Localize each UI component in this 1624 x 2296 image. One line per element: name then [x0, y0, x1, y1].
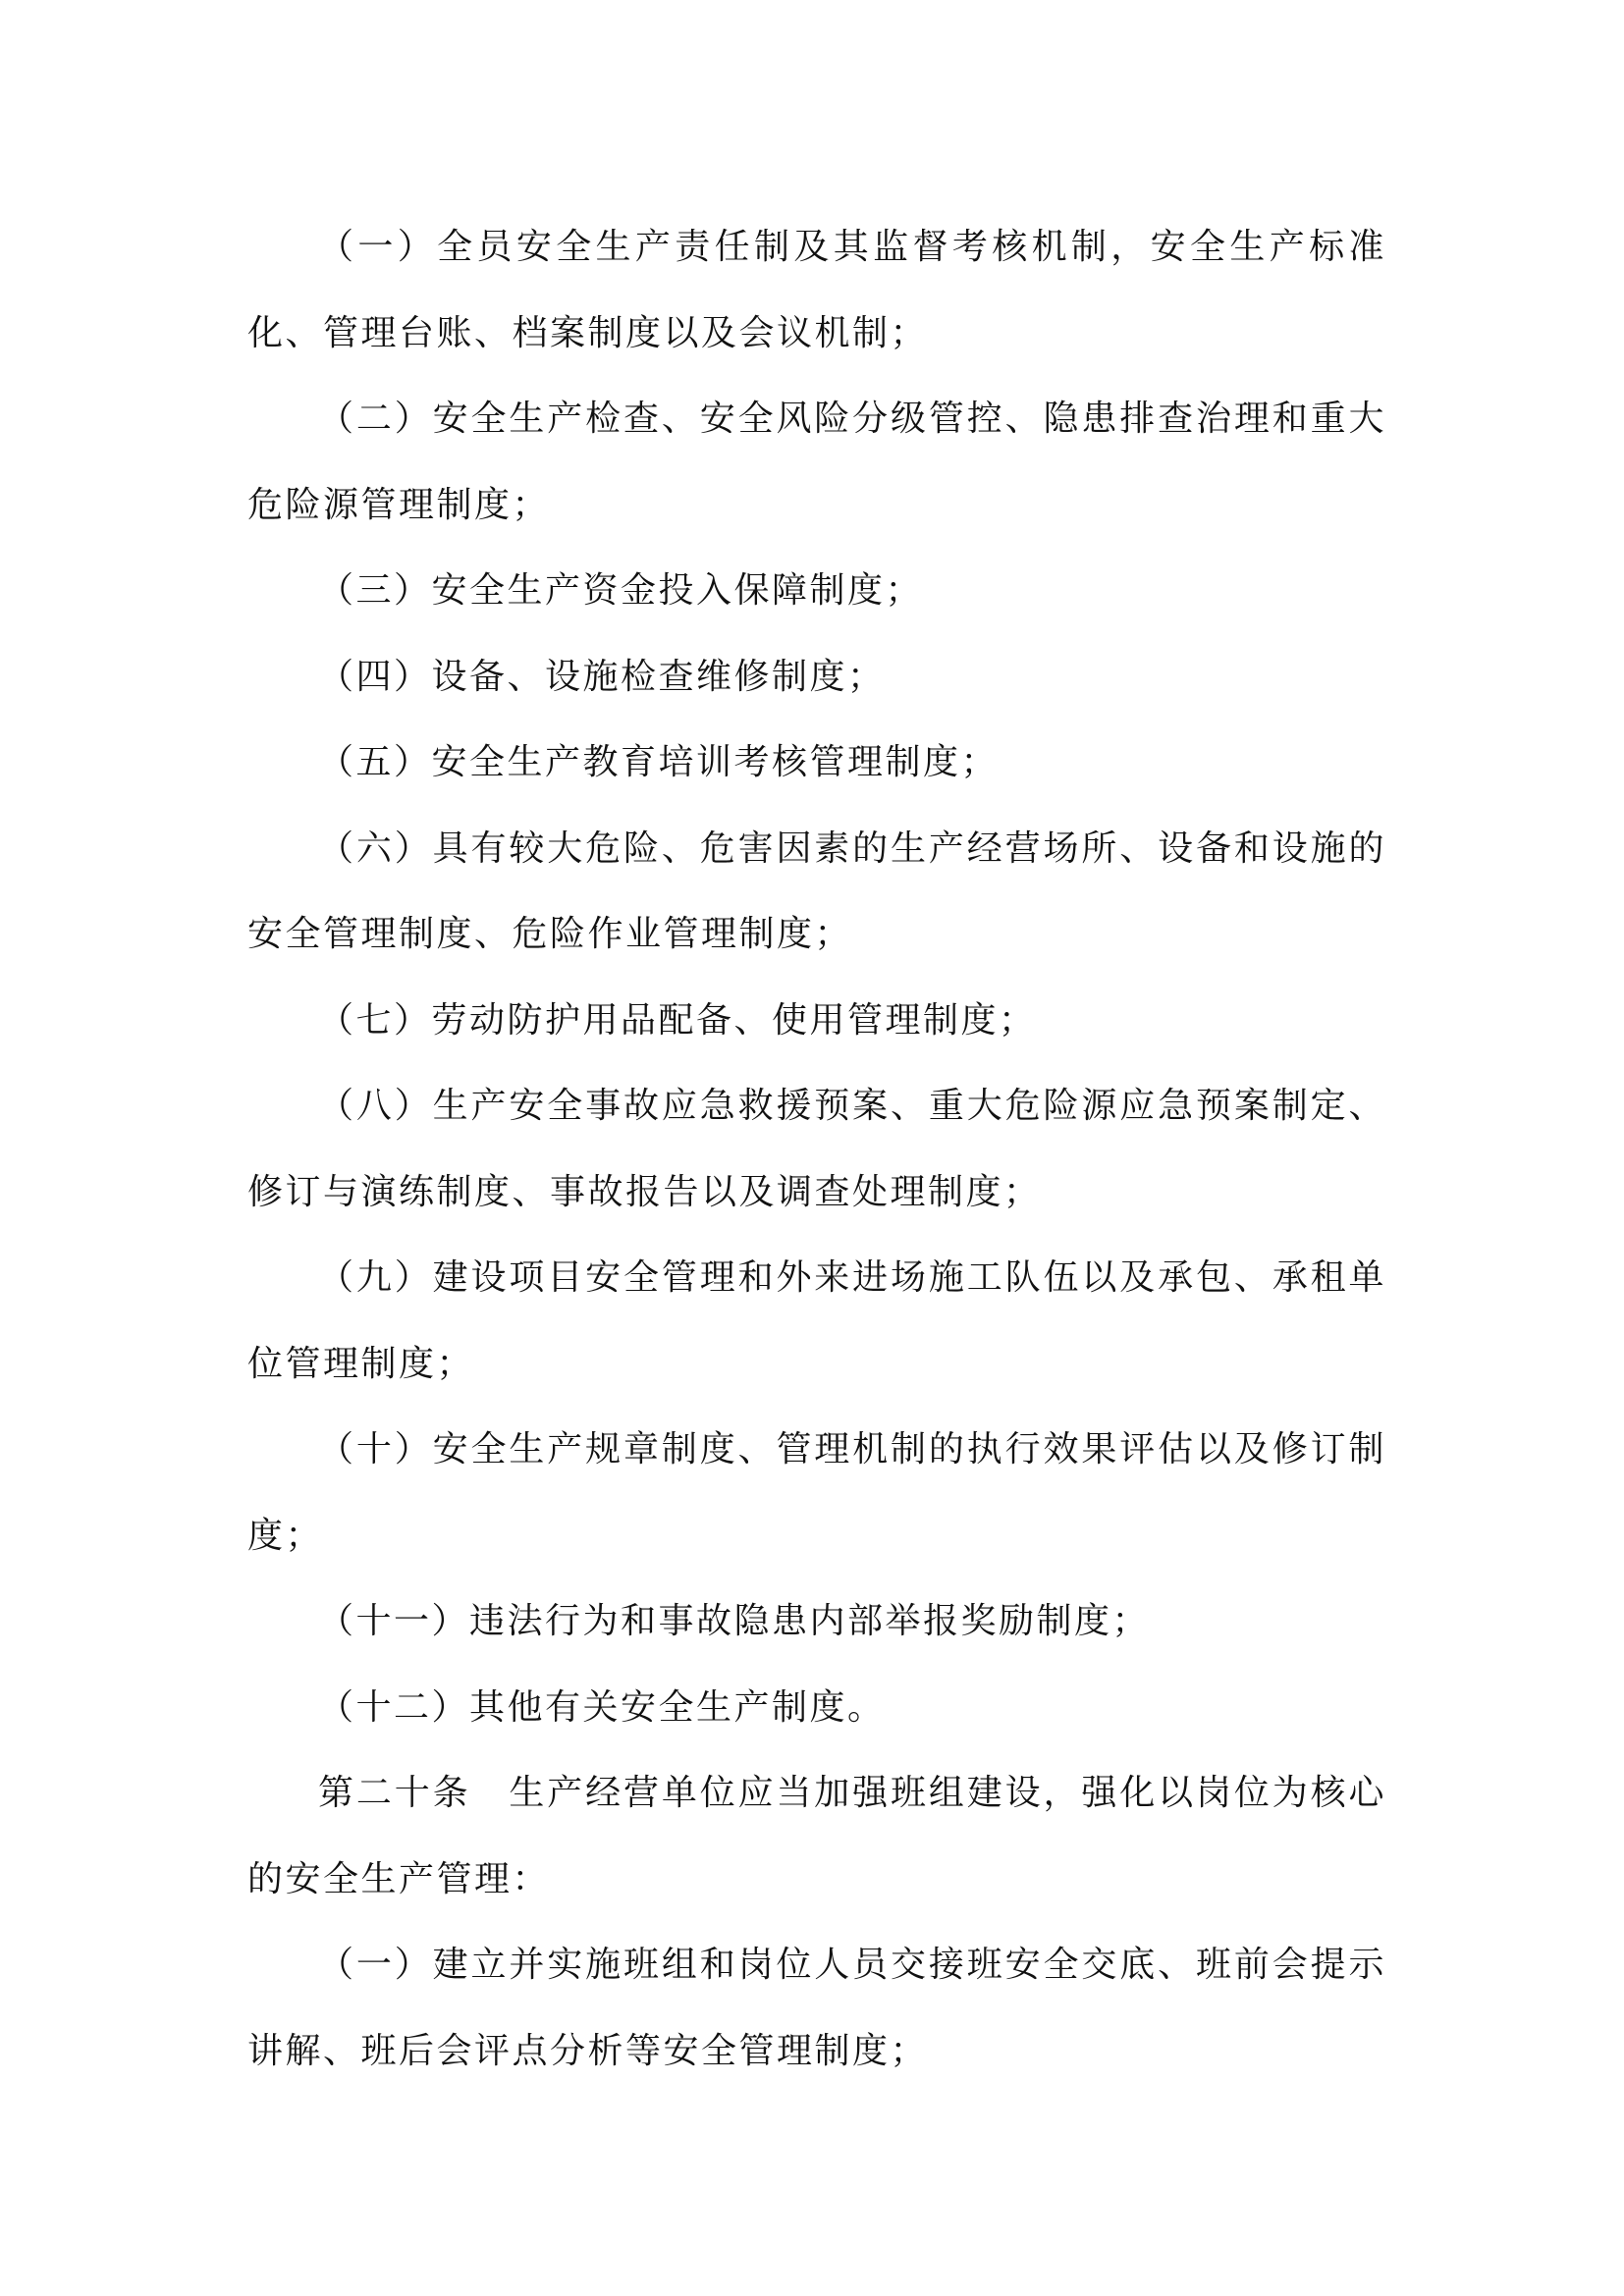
- paragraph-item-6: （六）具有较大危险、危害因素的生产经营场所、设备和设施的安全管理制度、危险作业管理制度；: [247, 828, 1386, 954]
- article-heading-paragraph: 第二十条 生产经营单位应当加强班组建设，强化以岗位为核心的安全生产管理：: [247, 1773, 1386, 1899]
- paragraph-item-8: （八）生产安全事故应急救援预案、重大危险源应急预案制定、修订与演练制度、事故报告以及调查处理制度；: [247, 1086, 1386, 1212]
- paragraph-item-1: （一）全员安全生产责任制及其监督考核机制，安全生产标准化、管理台账、档案制度以及会议机制；: [247, 227, 1386, 353]
- paragraph-item-4: （四）设备、设施检查维修制度；: [318, 656, 886, 697]
- document-body: [247, 204, 1386, 2094]
- paragraph-item-14: （一）建立并实施班组和岗位人员交接班安全交底、班前会提示讲解、班后会评点分析等安全管理制度；: [247, 1945, 1386, 2071]
- paragraph-item-2: （二）安全生产检查、安全风险分级管控、隐患排查治理和重大危险源管理制度；: [247, 399, 1386, 525]
- paragraph-item-5: （五）安全生产教育培训考核管理制度；: [318, 742, 1000, 782]
- paragraph-item-3: （三）安全生产资金投入保障制度；: [318, 570, 924, 611]
- paragraph-item-10: （十）安全生产规章制度、管理机制的执行效果评估以及修订制度；: [247, 1429, 1386, 1556]
- paragraph-item-12: （十二）其他有关安全生产制度。: [318, 1686, 886, 1728]
- paragraph-item-7: （七）劳动防护用品配备、使用管理制度；: [318, 999, 1037, 1041]
- paragraph-item-11: （十一）违法行为和事故隐患内部举报奖励制度；: [318, 1601, 1151, 1641]
- paragraph-item-9: （九）建设项目安全管理和外来进场施工队伍以及承包、承租单位管理制度；: [247, 1257, 1386, 1384]
